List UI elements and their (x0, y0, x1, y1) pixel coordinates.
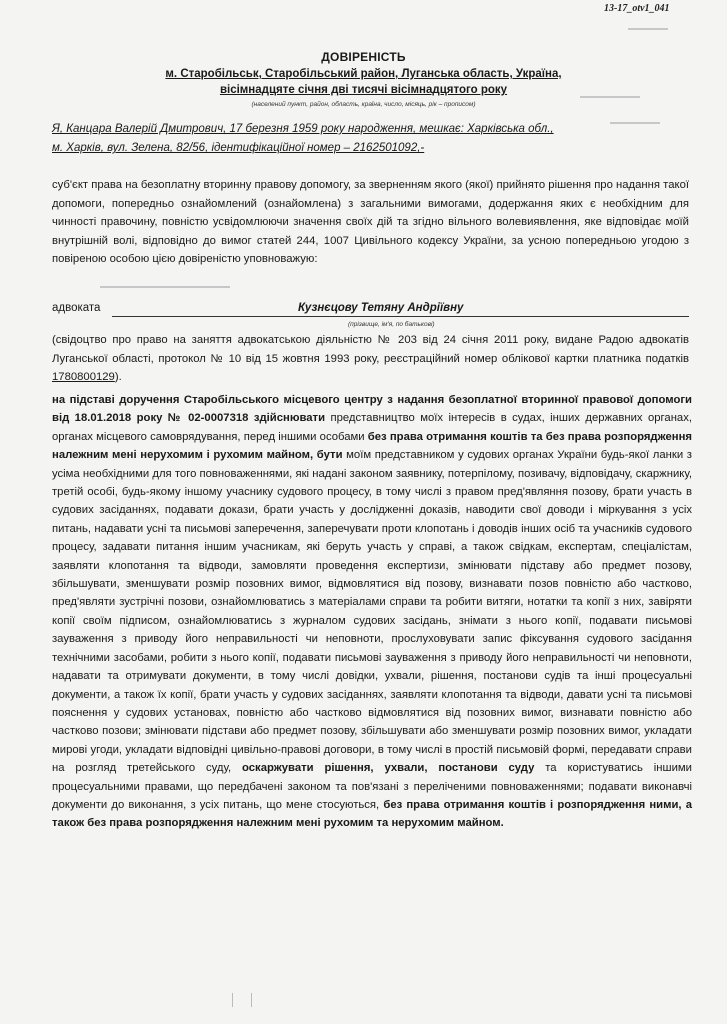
powers-bold-4: без права отримання коштів і розпорядження ними, а також без права розпорядження належним мені рухомим та нерухомим майном. (52, 798, 692, 830)
powers-text-3: та користуватись іншими процесуальними правами, що передбачені законом та пов'язані з переліченими повноваженнями; подавати виконавчі документи до виконання, з усіх питань, що мене стосуються, (52, 762, 692, 811)
powers-bold-2: без права отримання коштів та без права розпорядження належним мені нерухомим і рухомим майном, бути (52, 430, 692, 462)
tax-number: 1780800129 (52, 371, 115, 384)
bleed-through-mark (628, 28, 668, 40)
principal-line-1: Я, Канцара Валерій Дмитрович, 17 березня 1959 року народження, мешкає: Харківська обл., (52, 123, 554, 135)
advocate-label: адвоката (52, 302, 101, 314)
page-scribble (232, 993, 252, 1007)
advocate-hint: (прізвище, ім'я, по батькові) (348, 321, 435, 328)
certificate-text: (свідоцтво про право на заняття адвокатською діяльністю № 203 від 24 січня 2011 року, видане Радою адвокатів Луганської області, протокол № 10 від 15 жовтня 1993 року, реєстраційний номер облікової картки платника податків (52, 334, 689, 365)
powers-text-2: моїм представником у судових органах України будь-якої ланки з усіма необхідними для того повноваженнями, які надані законом заявнику, потерпілому, позивачу, відповідачу, скаржнику, третій особі, будь-якому іншому учаснику судового процесу, в тому числі з правом пред'являння позову, брати участь в судових засіданнях, подавати докази, брати участь у дослідженні доказів, наводити свої доводи і міркування з усіх питань, надавати усні та письмові заперечення, заперечувати проти клопотань і доводів інших осіб та учасників судового процесу, задавати питання іншим учасникам, які беруть участь у справі, а також свідкам, експертам, спеціалістам, заявляти клопотання та відводи, замовляти проведення експертизи, змінювати підставу або предмет позову, збільшувати, зменшувати розмір позовних вимог, відмовлятися від позову, визнавати позов повністю або частково, пред'являти зустрічні позови, ознайомлюватись з матеріалами справи та робити витяги, нотатки та копії з них, завіряти копії своїм підписом, ознайомлюватись з журналом судових засідань, знімати з нього копії, подавати письмові зауваження з приводу його неправильності чи неповноти, прослуховувати запис фіксування судового засідання технічними засобами, робити з нього копії, подавати письмові зауваження з приводу його неправильності чи неповноти, надавати та отримувати документи, в тому числі довідки, ухвали, рішення, постанови судів та інші процесуальні документи, а також їх копії, брати участь у судових засіданнях, заявляти клопотання та відводи, давати усні та письмові пояснення у судових установах, повністю або частково відмовлятися від позовних вимог, визнавати повністю або частково позови; змінювати підстави або предмет позову, збільшувати або зменшувати розмір позовних вимог, укладати мирові угоди, укладати відповідні цивільно-правові договори, в тому числі в простій письмовій формі, передавати справи на розгляд третейського суду, (52, 449, 692, 775)
powers-text-1: представництво моїх інтересів в судах, інших державних органах, органах місцевого самоврядування, перед іншими особами (52, 412, 693, 443)
principal-line-2: м. Харків, вул. Зелена, 82/56, ідентифікаційної номер – 2162501092,- (52, 142, 425, 154)
document-title: ДОВІРЕНІСТЬ (321, 50, 406, 64)
principal-info (52, 120, 692, 158)
bleed-through-mark (100, 286, 230, 298)
powers-paragraph (52, 391, 692, 833)
certificate-paragraph (52, 331, 689, 387)
place-hint: (населений пункт, район, область, країна, число, місяць, рік – прописом) (251, 101, 476, 108)
powers-bold-1: на підставі доручення Старобільського місцевого центру з надання безоплатної вторинної правової допомоги від 18.01.2018 року № 02-0007318 здійснювати (52, 394, 692, 425)
date-line: вісімнадцяте січня дві тисячі вісімнадцятого року (219, 84, 508, 96)
advocate-underline (112, 316, 689, 317)
intro-paragraph: суб'єкт права на безоплатну вторинну правову допомогу, за зверненням якого (якої) прийнято рішення про надання такої допомоги, попередньо ознайомлений (ознайомлена) з загальними вимогами, додержання яких є необхідним для чинності правочину, повністю усвідомлюючи значення своїх дій та згідно вільного волевиявлення, яке відповідає моїй внутрішній волі, відповідно до вимог статей 244, 1007 Цивільного кодексу України, за усною попередньою угодою з повіреною особою цією довіреністю уповноважую: (52, 179, 689, 266)
advocate-name: Кузнєцову Тетяну Андріївну (298, 302, 464, 314)
powers-bold-3: оскаржувати рішення, ухвали, постанови суду (242, 762, 535, 775)
document-id: 13-17_otv1_041 (604, 3, 670, 14)
certificate-end: ). (114, 371, 122, 384)
place-line: м. Старобільськ, Старобільський район, Луганська область, Україна, (165, 68, 562, 80)
